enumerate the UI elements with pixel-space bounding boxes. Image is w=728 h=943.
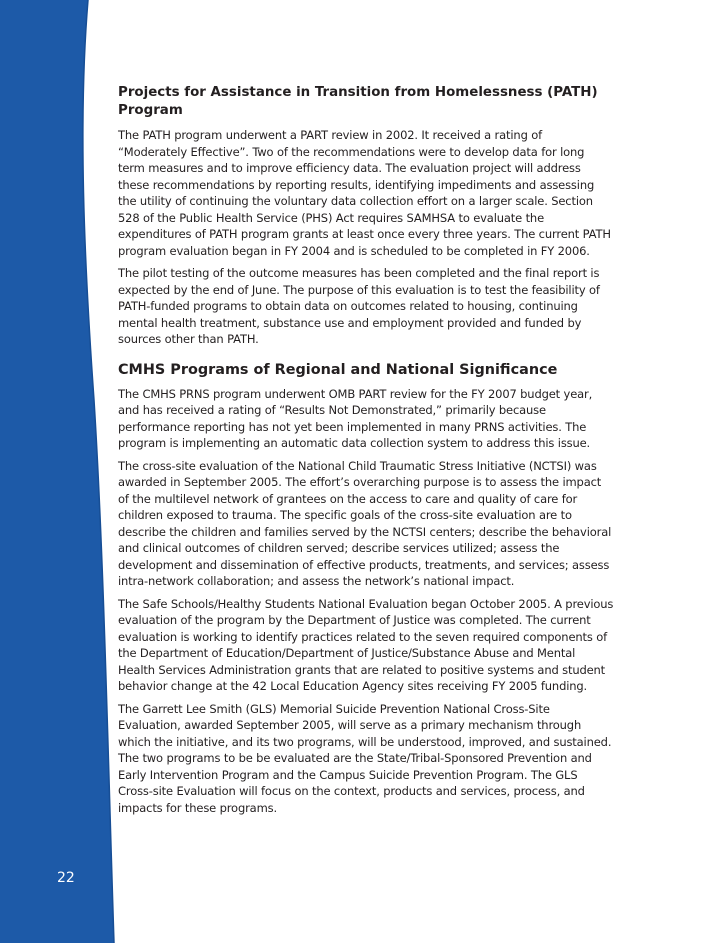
- path-program-section: [118, 84, 614, 348]
- cmhs-paragraph-3: The Safe Schools/Healthy Students National Evaluation began October 2005. A previous evaluation of the program by the Department of Justice was completed. The current evaluation is working to identify practices related to the seven required components of the Department of Education/Department of Justice/Substance Abuse and Mental Health Services Administration grants that are related to positive systems and student behavior change at the 42 Local Education Agency sites receiving FY 2005 funding.: [118, 596, 614, 693]
- cmhs-paragraph-2: The cross-site evaluation of the National Child Traumatic Stress Initiative (NCTSI) was awarded in September 2005. The effort’s overarching purpose is to assess the impact of the multilevel network of grantees on the access to care and quality of care for children exposed to trauma. The specific goals of the cross-site evaluation are to describe the children and families served by the NCTSI centers; describe the behavioral and clinical outcomes of children served; describe services utilized; assess the development and dissemination of effective products, treatments, and services; assess intra-network collaboration; and assess the network’s national impact.: [118, 458, 612, 588]
- page-number: 22: [57, 870, 75, 886]
- blue-band-shape: [0, 0, 114, 943]
- path-paragraph-2: The pilot testing of the outcome measures has been completed and the final report is expected by the end of June. The purpose of this evaluation is to test the feasibility of PATH-funded programs to obtain data on outcomes related to housing, continuing mental health treatment, substance use and employment provided and funded by sources other than PATH.: [118, 266, 600, 346]
- path-paragraph-1: The PATH program underwent a PART review in 2002. It received a rating of “Moderately Effective”. Two of the recommendations were to develop data for long term measures and to improve efficiency data. The evaluation project will address these recommendations by reporting results, identifying impediments and assessing the utility of continuing the voluntary data collection effort on a larger scale. Section 528 of the Public Health Service (PHS) Act requires SAMHSA to evaluate the expenditures of PATH program grants at least once every three years. The current PATH program evaluation began in FY 2004 and is scheduled to be completed in FY 2006.: [118, 128, 611, 258]
- path-program-heading: Projects for Assistance in Transition from Homelessness (PATH) Program: [118, 85, 598, 118]
- cmhs-prns-heading: CMHS Programs of Regional and National Significance: [118, 361, 558, 378]
- cmhs-paragraph-1: The CMHS PRNS program underwent OMB PART review for the FY 2007 budget year, and has received a rating of “Results Not Demonstrated,” primarily because performance reporting has not yet been implemented in many PRNS activities. The program is implementing an automatic data collection system to address this issue.: [118, 386, 593, 450]
- main-content: [118, 84, 614, 822]
- cmhs-paragraph-4: The Garrett Lee Smith (GLS) Memorial Suicide Prevention National Cross-Site Evaluation, awarded September 2005, will serve as a primary mechanism through which the initiative, and its two programs, will be understood, improved, and sustained. The two programs to be be evaluated are the State/Tribal-Sponsored Prevention and Early Intervention Program and the Campus Suicide Prevention Program. The GLS Cross-site Evaluation will focus on the context, products and services, process, and impacts for these programs.: [118, 701, 612, 815]
- cmhs-prns-section: [118, 361, 614, 817]
